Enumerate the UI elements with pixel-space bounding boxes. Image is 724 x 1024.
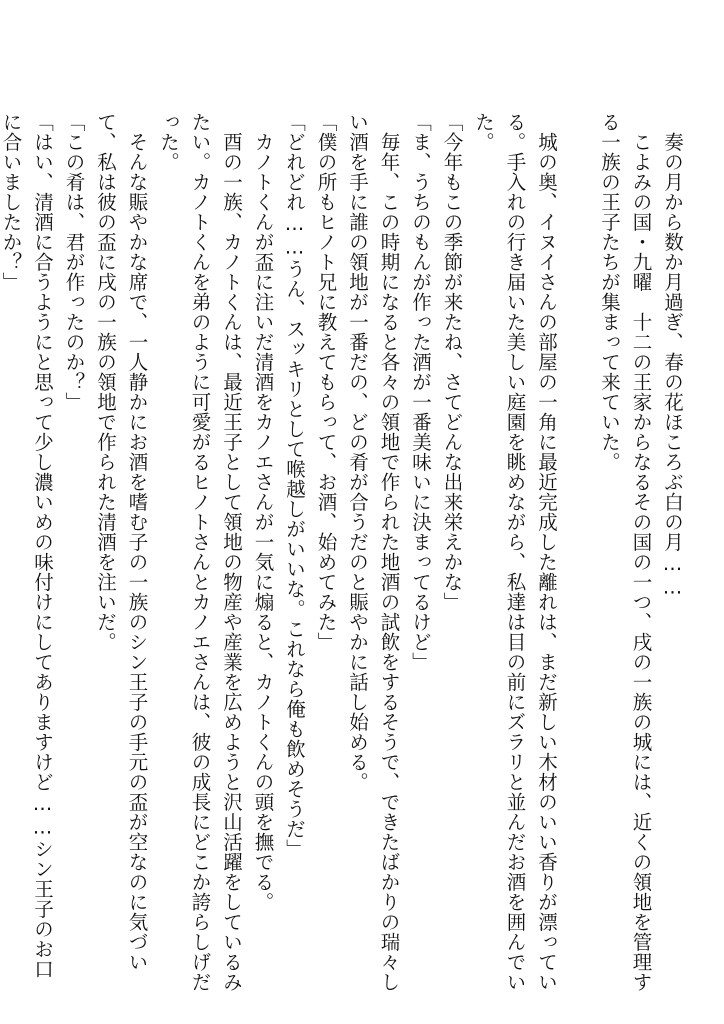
paragraph: 奏の月から数か月過ぎ、春の花ほころぶ白の月…… <box>661 112 684 599</box>
dialogue-line: 「どれどれ……うん、スッキリとして喉越しがいいな。これなら俺も飲めそうだ」 <box>283 112 306 859</box>
paragraph: 酉の一族、カノトくんは、最近王子として領地の物産や産業を広めようと沢山活躍をしているみたい。カノトくんを弟のように可愛がるヒノトさんとカノエさんは、彼の成長にどこか誇らしげだった。 <box>157 112 243 992</box>
dialogue-line: 「はい、清酒に合うようにと思って少し濃いめの味付けにしてありますけど……シン王子のお口に合いましたか？」 <box>0 112 54 979</box>
paragraph: そんな賑やかな席で、一人静かにお酒を嗜む子の一族のシン王子の手元の盃が空なのに気づいて、私は彼の盃に戌の一族の領地で作られた清酒を注いだ。 <box>94 112 149 972</box>
blank-line <box>562 112 594 992</box>
dialogue-line: 「ま、うちのもんが作った酒が一番美味いに決まってるけど」 <box>409 112 432 672</box>
dialogue-line: 「僕の所もヒノト兄に教えてもらって、お酒、始めてみた」 <box>314 112 338 652</box>
paragraph: こよみの国・九曜 十二の王家からなるその国の一つ、戌の一族の城には、近くの領地を管理する一族の王子たちが集まって来ていた。 <box>598 112 653 992</box>
paragraph: カノトくんが盃に注いだ清酒をカノエさんが一気に煽ると、カノトくんの頭を撫でる。 <box>251 112 275 912</box>
dialogue-line: 「この肴は、君が作ったのか？」 <box>62 112 86 412</box>
vertical-text-body <box>0 112 688 992</box>
paragraph: 毎年、この時期になると各々の領地で作られた地酒の試飲をするそうで、できたばかりの瑞々しい酒を手に誰の領地が一番だの、どの肴が合うだのと賑やかに話し始める。 <box>346 112 401 992</box>
paragraph: 城の奥、イヌイさんの部屋の一角に最近完成した離れは、まだ新しい木材のいい香りが漂っている。手入れの行き届いた美しい庭園を眺めながら、私達は目の前にズラリと並んだお酒を囲んでいた。 <box>472 112 558 992</box>
dialogue-line: 「今年もこの季節が来たね、さてどんな出来栄えかな」 <box>440 112 464 612</box>
